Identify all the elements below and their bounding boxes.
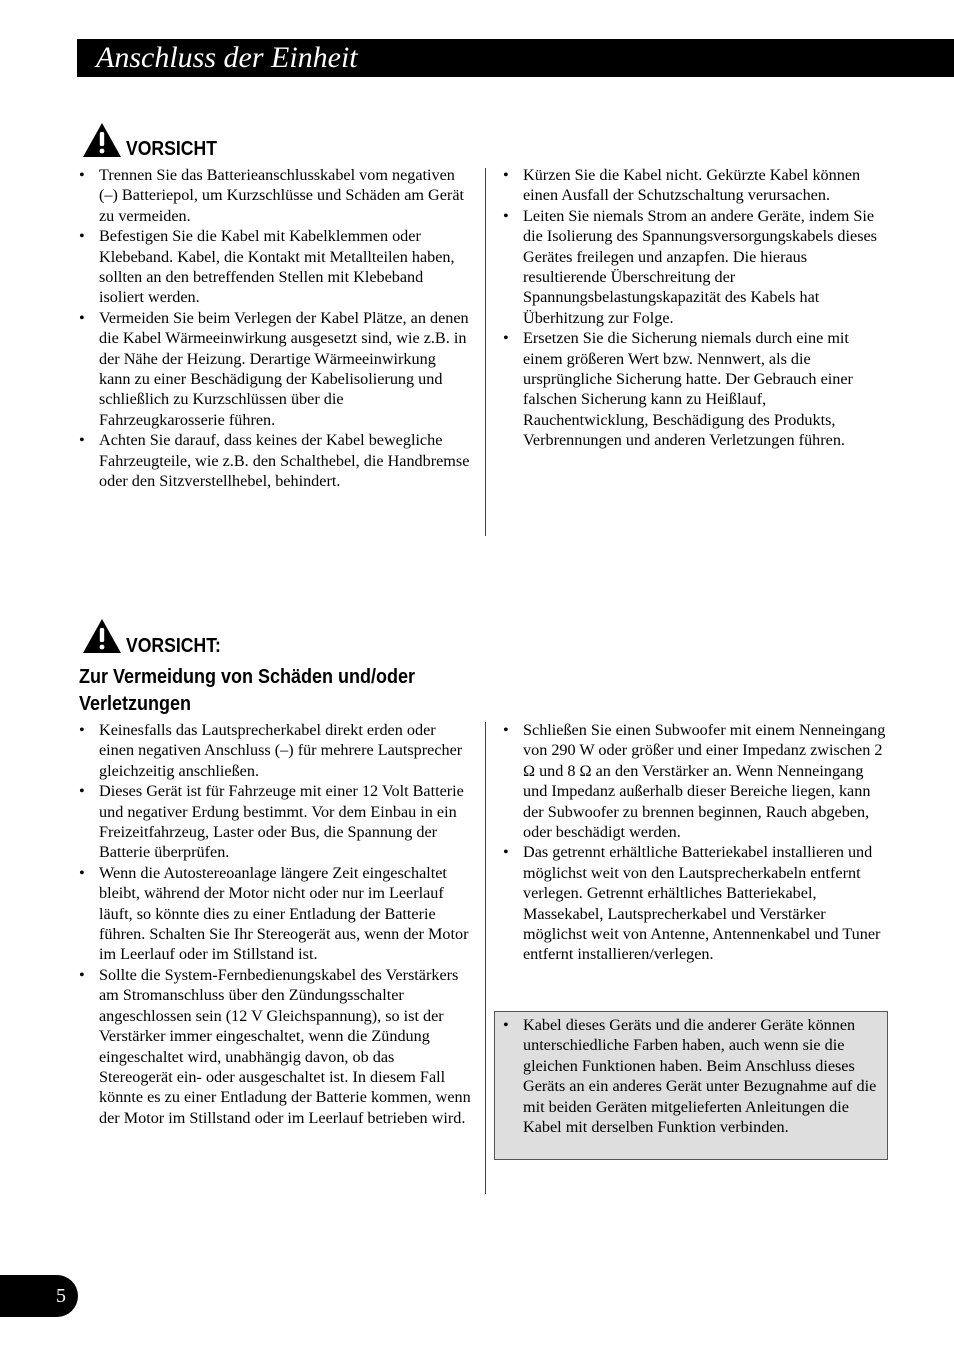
caution-title-2: VORSICHT: xyxy=(126,635,221,657)
list-item: • Kabel dieses Geräts und die anderer Geräte können unterschiedliche Farben haben, auch wenn sie die gleichen Funktionen haben. Beim Anschluss dieses Geräts an ein anderes Gerät unter Bezugnahme auf die mit beiden Geräten mitgelieferten Anleitungen die Kabel mit derselben Funktion verbinden. xyxy=(503,1015,877,1137)
page-number-tab xyxy=(0,1275,78,1317)
page-number: 5 xyxy=(56,1285,66,1307)
list-item: • Kürzen Sie die Kabel nicht. Gekürzte Kabel können einen Ausfall der Schutzschaltung verursachen. xyxy=(503,165,888,206)
caution-subheading: Zur Vermeidung von Schäden und/oder Verletzungen xyxy=(79,666,416,715)
list-item: • Wenn die Autostereoanlage längere Zeit eingeschaltet bleibt, während der Motor nicht oder nur im Leerlauf läuft, so könnte dies zu einer Entladung der Batterie führen. Schalten Sie Ihr Stereogerät aus, wenn der Motor im Leerlauf oder im Stillstand ist. xyxy=(79,863,471,965)
column-divider xyxy=(485,168,486,536)
caution-1-right-list xyxy=(503,165,888,451)
caution-2-left-list xyxy=(79,720,471,1128)
list-item: • Das getrennt erhältliche Batteriekabel installieren und möglichst weit von den Lautsprecherkabeln entfernt verlegen. Getrennt erhältliches Batteriekabel, Massekabel, Lautsprecherkabel und Verstärker möglichst weit von Antenne, Antennenkabel und Tuner entfernt installieren/verlegen. xyxy=(503,842,888,964)
list-item: • Ersetzen Sie die Sicherung niemals durch eine mit einem größeren Wert bzw. Nennwert, als die ursprüngliche Sicherung hatte. Der Gebrauch einer falschen Sicherung kann zu Heißlauf, Rauchentwicklung, Beschädigung des Produkts, Verbrennungen und anderen Verletzungen führen. xyxy=(503,328,888,450)
note-list xyxy=(503,1015,877,1137)
note-box xyxy=(494,1011,888,1160)
page-title: Anschluss der Einheit xyxy=(96,41,358,74)
caution-2-right-list xyxy=(503,720,888,965)
list-item: • Leiten Sie niemals Strom an andere Geräte, indem Sie die Isolierung des Spannungsversorgungskabels dieses Gerätes freilegen und anzapfen. Die hieraus resultierende Überschreitung der Spannungsbelastungskapazität des Kabels hat Überhitzung zur Folge. xyxy=(503,206,888,328)
list-item: • Keinesfalls das Lautsprecherkabel direkt erden oder einen negativen Anschluss (–) für mehrere Lautsprecher gleichzeitig anschließen. xyxy=(79,720,471,781)
column-divider xyxy=(485,722,486,1194)
list-item: • Schließen Sie einen Subwoofer mit einem Nenneingang von 290 W oder größer und einer Impedanz zwischen 2 Ω und 8 Ω an den Verstärker an. Wenn Nenneingang und Impedanz außerhalb dieser Bereiche liegen, kann der Subwoofer zu brennen beginnen, Rauch abgeben, oder beschädigt werden. xyxy=(503,720,888,842)
list-item: • Befestigen Sie die Kabel mit Kabelklemmen oder Klebeband. Kabel, die Kontakt mit Metallteilen haben, sollten an den betreffenden Stellen mit Klebeband isoliert werden. xyxy=(79,226,471,308)
caution-1-left-list xyxy=(79,165,471,492)
list-item: • Trennen Sie das Batterieanschlusskabel vom negativen (–) Batteriepol, um Kurzschlüsse und Schäden am Gerät zu vermeiden. xyxy=(79,165,471,226)
list-item: • Dieses Gerät ist für Fahrzeuge mit einer 12 Volt Batterie und negativer Erdung bestimmt. Vor dem Einbau in ein Freizeitfahrzeug, Laster oder Bus, die Spannung der Batterie überprüfen. xyxy=(79,781,471,863)
warning-icon xyxy=(82,618,122,654)
caution-title-1: VORSICHT xyxy=(126,138,217,160)
title-bar xyxy=(77,39,954,77)
warning-icon xyxy=(82,122,122,158)
list-item: • Achten Sie darauf, dass keines der Kabel bewegliche Fahrzeugteile, wie z.B. den Schalthebel, die Handbremse oder den Sitzverstellhebel, behindert. xyxy=(79,430,471,491)
list-item: • Vermeiden Sie beim Verlegen der Kabel Plätze, an denen die Kabel Wärmeeinwirkung ausgesetzt sind, wie z.B. in der Nähe der Heizung. Derartige Wärmeeinwirkung kann zu einer Beschädigung der Kabelisolierung und schließlich zu Kurzschlüssen über die Fahrzeugkarosserie führen. xyxy=(79,308,471,430)
list-item: • Sollte die System-Fernbedienungskabel des Verstärkers am Stromanschluss über den Zündungsschalter angeschlossen sein (12 V Gleichspannung), so ist der Verstärker immer eingeschaltet, wenn die Zündung eingeschaltet wird, unabhängig davon, ob das Stereogerät ein- oder ausgeschaltet ist. In diesem Fall könnte es zu einer Entladung der Batterie kommen, wenn der Motor im Stillstand oder im Leerlauf betrieben wird. xyxy=(79,965,471,1128)
